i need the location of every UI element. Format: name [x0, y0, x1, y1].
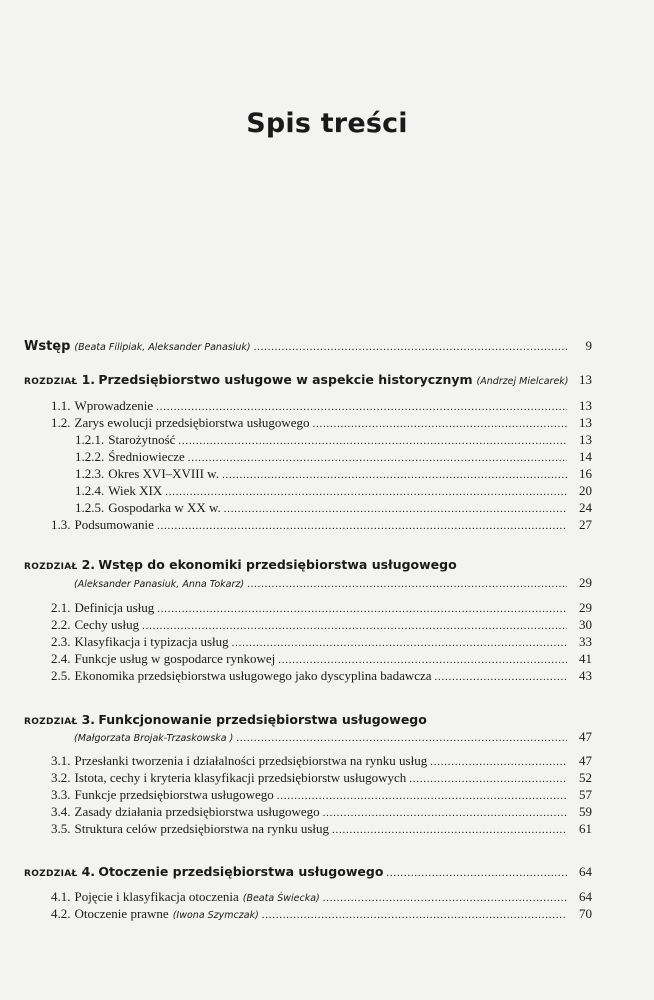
chapter-prefix: ROZDZIAŁ: [24, 717, 78, 727]
page-number: 57: [579, 787, 592, 802]
chapter-title: Przedsiębiorstwo usługowe w aspekcie historycznym: [98, 372, 473, 387]
chapter-author: (Aleksander Panasiuk, Anna Tokarz): [74, 579, 245, 590]
section-number: 2.4.: [51, 651, 71, 666]
page-number: 47: [579, 753, 592, 768]
section-title: Zarys ewolucji przedsiębiorstwa usługowego: [74, 415, 310, 430]
toc-section: [51, 668, 592, 684]
page-number: 27: [579, 517, 592, 532]
toc-section: [51, 517, 592, 533]
dot-leader: [262, 906, 567, 922]
toc-section: [51, 617, 592, 633]
toc-subsection: [75, 449, 592, 465]
toc-subsection: [75, 500, 592, 516]
section-title: Otoczenie prawne: [74, 906, 169, 921]
toc-section: [51, 753, 592, 769]
section-number: 4.1.: [51, 889, 71, 904]
section-title: Gospodarka w XX w.: [108, 500, 221, 515]
chapter-author-line: [74, 575, 592, 591]
chapter-number: 1.: [81, 372, 96, 387]
intro-author: (Beata Filipiak, Aleksander Panasiuk): [74, 342, 251, 353]
section-title: Pojęcie i klasyfikacja otoczenia: [74, 889, 239, 904]
page-number: 20: [579, 483, 592, 498]
section-title: Cechy usług: [74, 617, 140, 632]
page-number: 64: [579, 864, 592, 879]
section-number: 1.2.: [51, 415, 71, 430]
section-number: 3.3.: [51, 787, 71, 802]
toc-section: [51, 804, 592, 820]
page-number: 70: [579, 906, 592, 921]
chapter-number: 4.: [81, 864, 96, 879]
section-number: 3.2.: [51, 770, 71, 785]
chapter-heading: [24, 864, 592, 880]
section-number: 3.4.: [51, 804, 71, 819]
dot-leader: [142, 617, 567, 633]
toc-subsection: [75, 432, 592, 448]
dot-leader: [236, 729, 567, 745]
section-title: Struktura celów przedsiębiorstwa na rynku usług: [74, 821, 330, 836]
section-number: 2.3.: [51, 634, 71, 649]
section-title: Funkcje usług w gospodarce rynkowej: [74, 651, 276, 666]
dot-leader: [165, 483, 567, 499]
section-number: 1.2.4.: [75, 483, 105, 498]
dot-leader: [188, 449, 567, 465]
dot-leader: [277, 787, 567, 803]
chapter-heading: [24, 372, 592, 388]
section-number: 3.1.: [51, 753, 71, 768]
section-title: Przesłanki tworzenia i działalności przedsiębiorstwa na rynku usług: [74, 753, 428, 768]
section-number: 3.5.: [51, 821, 71, 836]
dot-leader: [232, 634, 567, 650]
page-number: 41: [579, 651, 592, 666]
dot-leader: [178, 432, 567, 448]
section-number: 2.1.: [51, 600, 71, 615]
dot-leader: [247, 575, 567, 591]
toc-section: [51, 415, 592, 431]
dot-leader: [323, 804, 567, 820]
section-title: Średniowiecze: [108, 449, 185, 464]
chapter-number: 2.: [81, 557, 96, 572]
page-number: 33: [579, 634, 592, 649]
section-title: Zasady działania przedsiębiorstwa usługowego: [74, 804, 320, 819]
section-number: 1.1.: [51, 398, 71, 413]
dot-leader: [157, 600, 567, 616]
section-title: Okres XVI–XVIII w.: [108, 466, 219, 481]
section-number: 1.2.2.: [75, 449, 105, 464]
dot-leader: [409, 770, 567, 786]
toc-section: [51, 600, 592, 616]
section-title: Podsumowanie: [74, 517, 154, 532]
page-number: 13: [579, 415, 592, 430]
chapter-heading: [24, 557, 592, 573]
page-number: 13: [579, 372, 592, 387]
dot-leader: [430, 753, 567, 769]
section-number: 2.2.: [51, 617, 71, 632]
section-number: 1.2.1.: [75, 432, 105, 447]
dot-leader: [222, 466, 567, 482]
toc-section: [51, 651, 592, 667]
page-title: Spis treści: [246, 108, 408, 139]
dot-leader: [224, 500, 567, 516]
dot-leader: [435, 668, 567, 684]
chapter-prefix: ROZDZIAŁ: [24, 869, 78, 879]
chapter-author-line: [74, 729, 592, 745]
section-title: Funkcje przedsiębiorstwa usługowego: [74, 787, 274, 802]
chapter-title: Funkcjonowanie przedsiębiorstwa usługowego: [98, 712, 427, 727]
dot-leader: [313, 415, 567, 431]
page-number: 43: [579, 668, 592, 683]
dot-leader: [254, 338, 567, 354]
toc-section: [51, 906, 592, 922]
section-title: Wprowadzenie: [74, 398, 154, 413]
chapter-prefix: ROZDZIAŁ: [24, 377, 78, 387]
chapter-prefix: ROZDZIAŁ: [24, 562, 78, 572]
toc-section: [51, 821, 592, 837]
section-number: 4.2.: [51, 906, 71, 921]
page-number: 9: [585, 338, 592, 353]
section-author: (Iwona Szymczak): [172, 910, 259, 921]
chapter-title: Wstęp do ekonomiki przedsiębiorstwa usługowego: [98, 557, 457, 572]
toc-section: [51, 398, 592, 414]
section-author: (Beata Świecka): [242, 893, 320, 904]
section-title: Istota, cechy i kryteria klasyfikacji przedsiębiorstw usługowych: [74, 770, 407, 785]
toc-section: [51, 787, 592, 803]
page-number: 47: [579, 729, 592, 744]
dot-leader: [332, 821, 567, 837]
dot-leader: [156, 398, 567, 414]
page-number: 29: [579, 575, 592, 590]
section-title: Ekonomika przedsiębiorstwa usługowego jako dyscyplina badawcza: [74, 668, 432, 683]
section-title: Klasyfikacja i typizacja usług: [74, 634, 229, 649]
page-number: 61: [579, 821, 592, 836]
dot-leader: [386, 864, 567, 880]
page-number: 13: [579, 398, 592, 413]
chapter-author: (Małgorzata Brojak-Trzaskowska ): [74, 733, 234, 744]
toc-section: [51, 770, 592, 786]
chapter-number: 3.: [81, 712, 96, 727]
section-number: 2.5.: [51, 668, 71, 683]
dot-leader: [157, 517, 567, 533]
toc-subsection: [75, 466, 592, 482]
page-number: 13: [579, 432, 592, 447]
toc-section: [51, 634, 592, 650]
page-number: 14: [579, 449, 592, 464]
page-number: 29: [579, 600, 592, 615]
page-number: 59: [579, 804, 592, 819]
page-number: 64: [579, 889, 592, 904]
dot-leader: [278, 651, 567, 667]
section-title: Wiek XIX: [108, 483, 163, 498]
page-number: 30: [579, 617, 592, 632]
toc-subsection: [75, 483, 592, 499]
page-number: 52: [579, 770, 592, 785]
toc-entry-intro: [24, 338, 592, 354]
section-number: 1.3.: [51, 517, 71, 532]
chapter-title: Otoczenie przedsiębiorstwa usługowego: [98, 864, 384, 879]
dot-leader: [323, 889, 567, 905]
section-number: 1.2.3.: [75, 466, 105, 481]
intro-label: Wstęp: [24, 339, 71, 354]
section-title: Definicja usług: [74, 600, 155, 615]
section-title: Starożytność: [108, 432, 176, 447]
page-number: 16: [579, 466, 592, 481]
toc-section: [51, 889, 592, 905]
section-number: 1.2.5.: [75, 500, 105, 515]
chapter-author: (Andrzej Mielcarek): [476, 376, 569, 387]
page-number: 24: [579, 500, 592, 515]
chapter-heading: [24, 712, 592, 728]
